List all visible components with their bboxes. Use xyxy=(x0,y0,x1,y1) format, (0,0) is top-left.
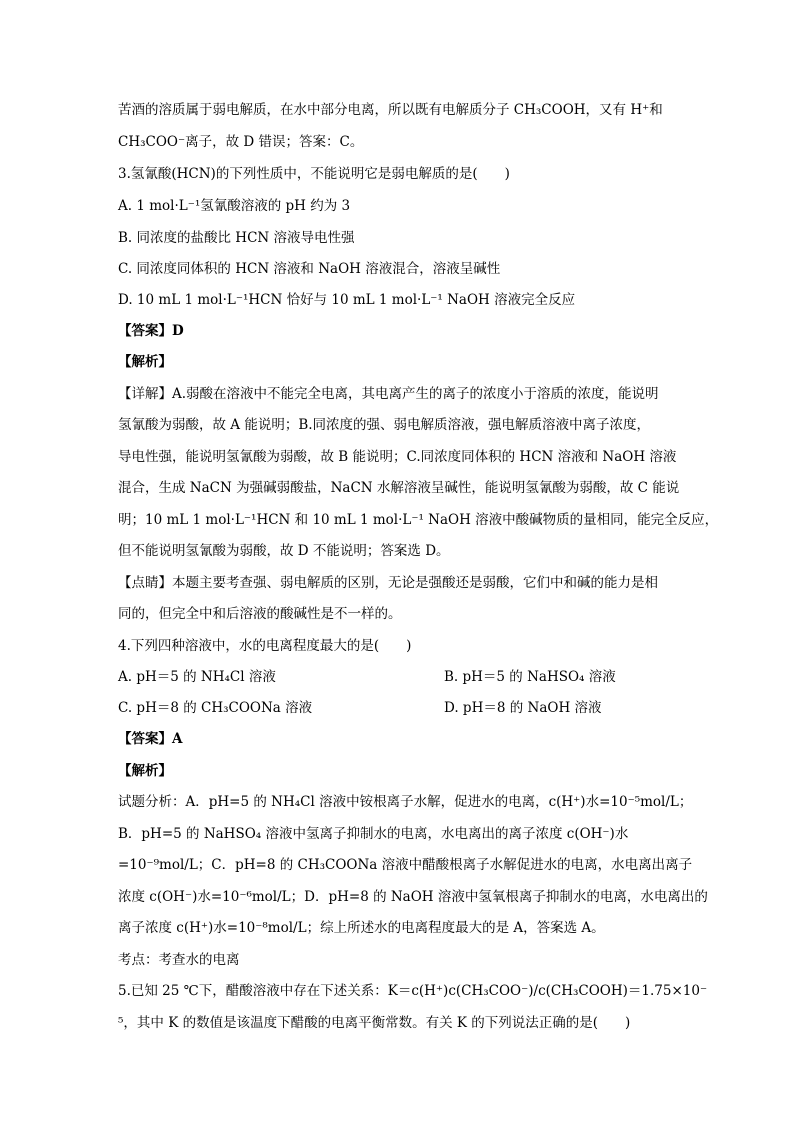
q4-option-c: C. pH＝8 的 CH₃COONa 溶液 xyxy=(118,700,313,716)
text-line: 浓度 c(OH⁻)水=10⁻⁶mol/L；D．pH=8 的 NaOH 溶液中氢氧根离子抑制水的电离，水电离出的 xyxy=(118,889,708,905)
option-d: D. 10 mL 1 mol·L⁻¹HCN 恰好与 10 mL 1 mol·L⁻¹ NaOH 溶液完全反应 xyxy=(118,292,576,308)
text-line: B．pH=5 的 NaHSO₄ 溶液中氢离子抑制水的电离，水电离出的离子浓度 c(OH⁻)水 xyxy=(118,826,629,842)
text-line: 苦酒的溶质属于弱电解质，在水中部分电离，所以既有电解质分子 CH₃COOH，又有 H⁺和 xyxy=(118,102,663,118)
answer-label: 【答案】D xyxy=(118,323,184,339)
text-line: 明；10 mL 1 mol·L⁻¹HCN 和 10 mL 1 mol·L⁻¹ NaOH 溶液中酸碱物质的量相同，能完全反应， xyxy=(118,512,719,528)
question-4: 4.下列四种溶液中，水的电离程度最大的是( ) xyxy=(118,638,412,654)
analysis-label: 【解析】 xyxy=(118,354,172,370)
text-line: 【详解】A.弱酸在溶液中不能完全电离，其电离产生的离子的浓度小于溶质的浓度，能说明 xyxy=(118,386,659,402)
q4-option-d: D. pH＝8 的 NaOH 溶液 xyxy=(444,700,602,716)
question-3: 3.氢氰酸(HCN)的下列性质中，不能说明它是弱电解质的是( ) xyxy=(118,166,510,182)
q4-analysis-label: 【解析】 xyxy=(118,763,172,779)
text-line: ⁵，其中 K 的数值是该温度下醋酸的电离平衡常数。有关 K 的下列说法正确的是( ) xyxy=(118,1015,631,1031)
text-line: 混合，生成 NaCN 为强碱弱酸盐，NaCN 水解溶液呈碱性，能说明氢氰酸为弱酸，故 C 能说 xyxy=(118,480,680,496)
text-line: 但不能说明氢氰酸为弱酸，故 D 不能说明；答案选 D。 xyxy=(118,543,450,559)
q4-option-b: B. pH＝5 的 NaHSO₄ 溶液 xyxy=(444,669,616,685)
text-line: 同的，但完全中和后溶液的酸碱性是不一样的。 xyxy=(118,606,402,622)
text-line: 离子浓度 c(H⁺)水=10⁻⁸mol/L；综上所述水的电离程度最大的是 A，答案选 A。 xyxy=(118,920,605,936)
option-c: C. 同浓度同体积的 HCN 溶液和 NaOH 溶液混合，溶液呈碱性 xyxy=(118,261,501,277)
q4-answer: 【答案】A xyxy=(118,731,183,747)
question-5: 5.已知 25 ℃下，醋酸溶液中存在下述关系：K＝c(H⁺)c(CH₃COO⁻)/c(CH₃COOH)＝1.75×10⁻ xyxy=(118,983,708,999)
text-line: CH₃COO⁻离子，故 D 错误；答案：C。 xyxy=(118,134,364,150)
text-line: 试题分析：A．pH=5 的 NH₄Cl 溶液中铵根离子水解，促进水的电离，c(H⁺)水=10⁻⁵mol/L； xyxy=(118,794,693,810)
option-b: B. 同浓度的盐酸比 HCN 溶液导电性强 xyxy=(118,230,355,246)
option-a: A. 1 mol·L⁻¹氢氰酸溶液的 pH 约为 3 xyxy=(118,198,351,214)
text-line: 【点睛】本题主要考查强、弱电解质的区别，无论是强酸还是弱酸，它们中和碱的能力是相 xyxy=(118,575,658,591)
q4-option-a: A. pH＝5 的 NH₄Cl 溶液 xyxy=(118,669,276,685)
exam-point: 考点：考查水的电离 xyxy=(118,952,240,968)
text-line: =10⁻⁹mol/L；C．pH=8 的 CH₃COONa 溶液中醋酸根离子水解促进水的电离，水电离出离子 xyxy=(118,857,693,873)
text-line: 导电性强，能说明氢氰酸为弱酸，故 B 能说明；C.同浓度同体积的 HCN 溶液和 NaOH 溶液 xyxy=(118,449,677,465)
text-line: 氢氰酸为弱酸，故 A 能说明；B.同浓度的强、弱电解质溶液，强电解质溶液中离子浓度， xyxy=(118,417,651,433)
